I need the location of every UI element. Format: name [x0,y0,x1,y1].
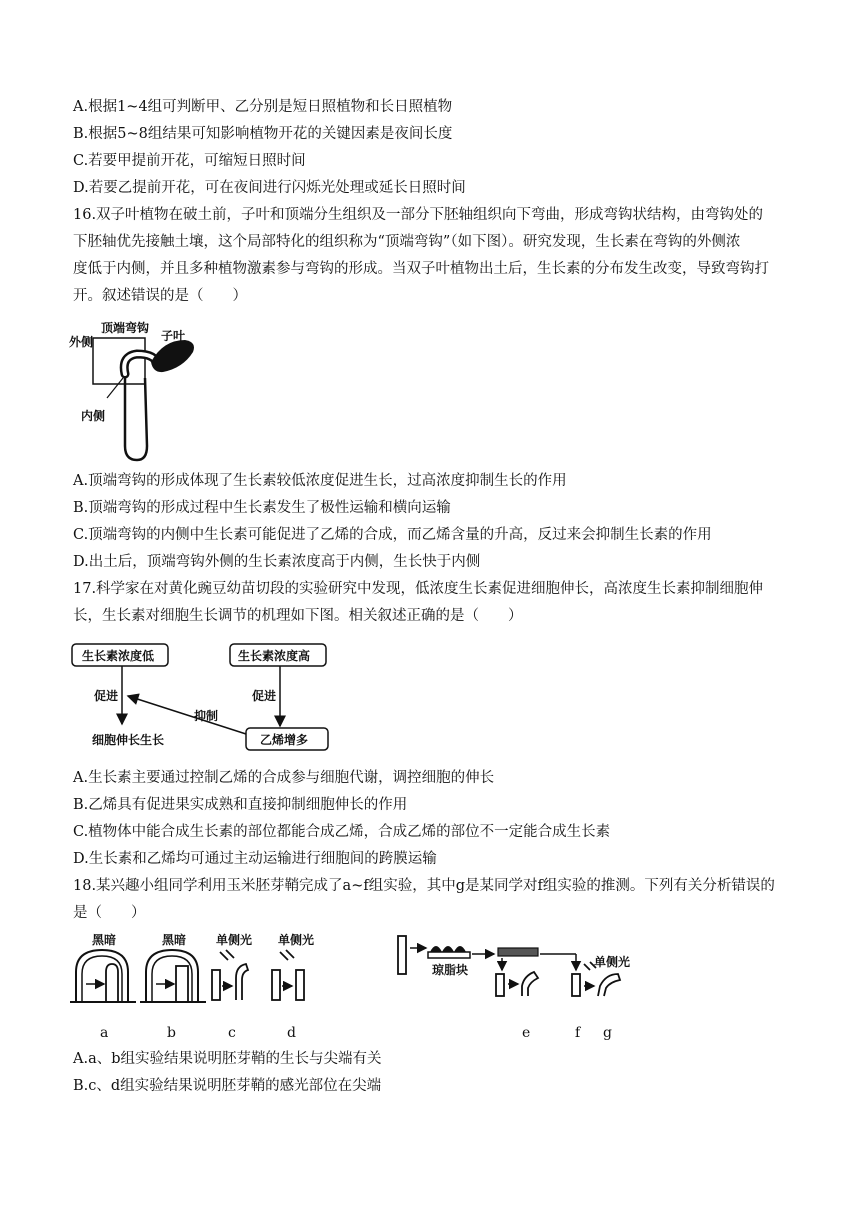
q15-option-a: A.根据1~4组可判断甲、乙分别是短日照植物和长日照植物 [73,99,453,115]
label-a: a [100,1025,109,1041]
auxin-ethylene-diagram [70,640,340,755]
q16-stem-line-4: 开。叙述错误的是（ ） [73,288,247,304]
hook-frame [93,338,145,384]
q17-option-d: D.生长素和乙烯均可通过主动运输进行细胞间的跨膜运输 [73,851,437,867]
experiment-b [140,932,206,1002]
coleoptile-experiments-figure [70,930,650,1020]
q16-stem-line-1: 16.双子叶植物在破土前，子叶和顶端分生组织及一部分下胚轴组织向下弯曲，形成弯钩状结构，由弯钩处的 [73,207,764,223]
q17-option-a: A.生长素主要通过控制乙烯的合成参与细胞代谢，调控细胞的伸长 [73,770,495,786]
label-d: d [287,1025,296,1041]
label-g: g [603,1025,612,1041]
q18-option-a: A.a、b组实验结果说明胚芽鞘的生长与尖端有关 [73,1051,382,1067]
experiment-c [212,932,252,1000]
apical-hook-figure [65,318,205,468]
q16-stem-line-3: 度低于内侧，并且多种植物激素参与弯钩的形成。当双子叶植物出土后，生长素的分布发生改变，导致弯钩打 [73,261,769,277]
experiment-d [272,932,314,1000]
q16-option-d: D.出土后，顶端弯钩外侧的生长素浓度高于内侧，生长快于内侧 [73,554,481,570]
label-f: f [575,1025,581,1041]
inner-side-label: 内侧 [81,409,106,423]
q16-option-c: C.顶端弯钩的内侧中生长素可能促进了乙烯的合成，而乙烯含量的升高，反过来会抑制生长素的作用 [73,527,712,543]
experiment-e-f-g [398,936,630,996]
q18-stem-line-2: 是（ ） [73,905,146,921]
q15-option-d: D.若要乙提前开花，可在夜间进行闪烁光处理或延长日照时间 [73,180,466,196]
agar-block-label: 琼脂块 [432,963,469,977]
dark-label-b: 黑暗 [162,933,187,947]
q17-option-b: B.乙烯具有促进果实成熟和直接抑制细胞伸长的作用 [73,797,408,813]
q16-stem-line-2: 下胚轴优先接触土壤，这个局部特化的组织称为“顶端弯钩”（如下图）。研究发现，生长素在弯钩的外侧浓 [73,234,741,250]
q17-stem-line-2: 长，生长素对细胞生长调节的机理如下图。相关叙述正确的是（ ） [73,608,523,624]
label-b: b [167,1025,176,1041]
q15-option-c: C.若要甲提前开花，可缩短日照时间 [73,153,306,169]
q18-stem-line-1: 18.某兴趣小组同学利用玉米胚芽鞘完成了a~f组实验，其中g是某同学对f组实验的推测。下列有关分析错误的 [73,878,775,894]
promote-label-2: 促进 [252,689,277,703]
label-e: e [522,1025,531,1041]
label-c: c [228,1025,236,1041]
high-auxin-label: 生长素浓度高 [238,649,311,663]
experiment-a [70,932,136,1002]
inhibit-arrow [128,696,246,734]
dark-label-a: 黑暗 [92,933,117,947]
cotyledon-label: 子叶 [161,329,186,343]
q16-option-a: A.顶端弯钩的形成体现了生长素较低浓度促进生长，过高浓度抑制生长的作用 [73,473,567,489]
cell-elongation-label: 细胞伸长生长 [92,733,165,747]
light-label-c: 单侧光 [216,933,253,947]
low-auxin-label: 生长素浓度低 [82,649,155,663]
inner-pointer-line [107,378,123,398]
cotyledon-shape [151,340,194,372]
hypocotyl-outline [125,373,147,460]
outer-side-label: 外侧 [69,335,94,349]
ethylene-label: 乙烯增多 [260,733,309,747]
apical-hook-label: 顶端弯钩 [101,321,150,335]
q15-option-b: B.根据5~8组结果可知影响植物开花的关键因素是夜间长度 [73,126,453,142]
q17-option-c: C.植物体中能合成生长素的部位都能合成乙烯，合成乙烯的部位不一定能合成生长素 [73,824,611,840]
q17-stem-line-1: 17.科学家在对黄化豌豆幼苗切段的实验研究中发现，低浓度生长素促进细胞伸长，高浓度生长素抑制细胞伸 [73,581,764,597]
q16-option-b: B.顶端弯钩的形成过程中生长素发生了极性运输和横向运输 [73,500,451,516]
inhibit-label: 抑制 [194,709,219,723]
light-label-f: 单侧光 [594,955,631,969]
light-label-d: 单侧光 [278,933,315,947]
q18-option-b: B.c、d组实验结果说明胚芽鞘的感光部位在尖端 [73,1078,382,1094]
promote-label-1: 促进 [94,689,119,703]
